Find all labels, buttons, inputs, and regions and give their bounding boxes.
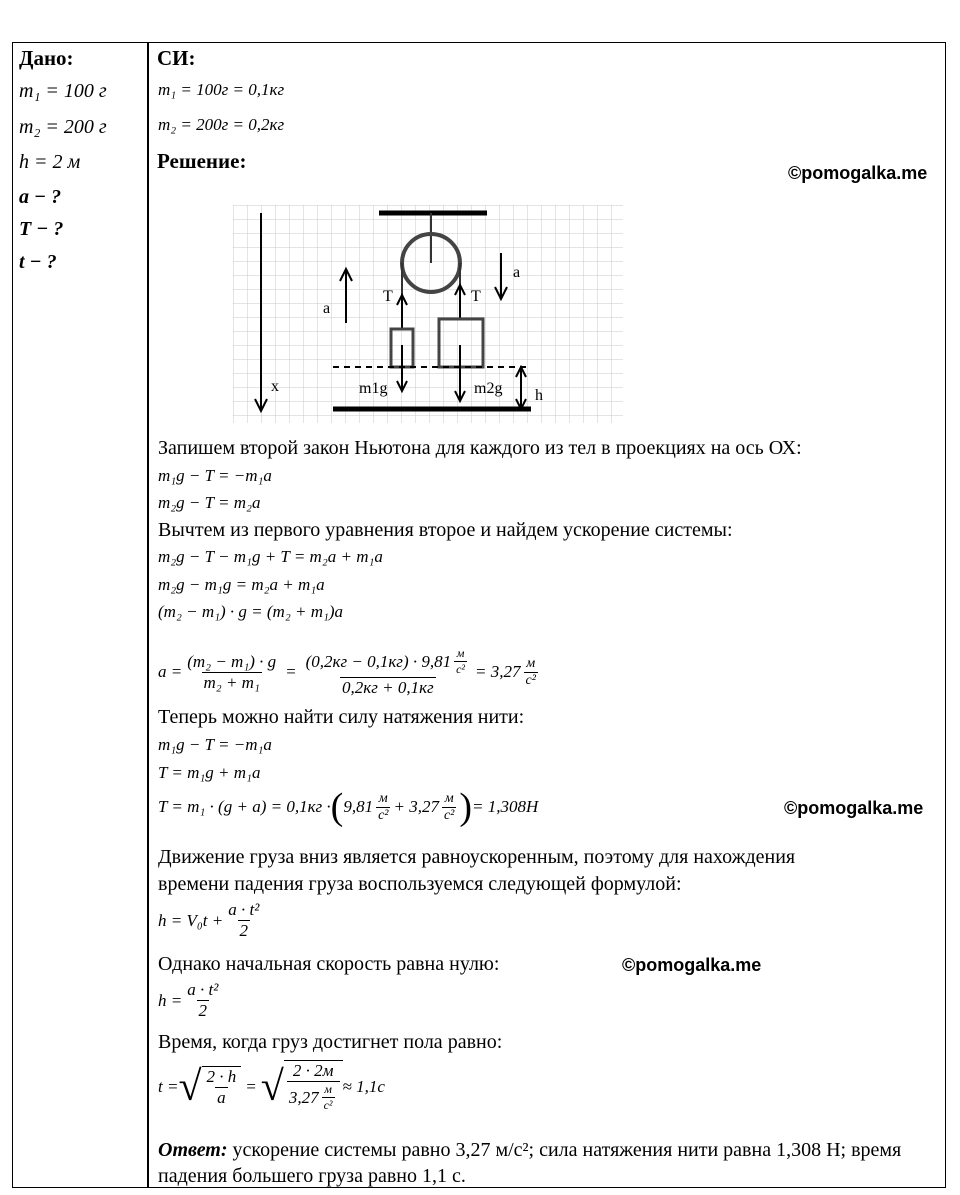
- answer-label: Ответ:: [158, 1139, 228, 1161]
- given-header: Дано:: [19, 46, 74, 70]
- a-num: (m₂ − m₁) · g: [187, 651, 277, 671]
- eq-2: m₂g − T = m₂a: [158, 493, 261, 512]
- eq-h-full: [158, 900, 264, 941]
- t-v1: 9,81: [343, 797, 374, 816]
- t-result: = 1,308H: [472, 797, 539, 816]
- unit-ms2-3: $\frac{м}{\text{с²}}$: [378, 790, 389, 823]
- answer: [158, 1137, 928, 1189]
- given-T: T − ?: [19, 218, 64, 240]
- watermark-2: ©pomogalka.me: [784, 798, 924, 818]
- text-subtract: Вычтем из первого уравнения второе и найдем ускорение системы:: [158, 519, 733, 541]
- watermark-1: ©pomogalka.me: [788, 163, 928, 183]
- eq-time: t = √ $\frac{2 \cdot h}{a}$ = √ 2 · 2м 3,27 $\frac{м}{\text{с²}}$ ≈ 1,1с: [158, 1061, 385, 1112]
- text-motion-1: Движение груза вниз является равноускоренным, поэтому для нахождения: [158, 846, 796, 868]
- h1-fraction: $\frac{\text{a · t²}}{2}$: [228, 900, 260, 940]
- watermark-3: ©pomogalka.me: [622, 955, 762, 975]
- label-h: h: [535, 387, 543, 404]
- si-m1: m₁ = 100г = 0,1кг: [158, 80, 285, 99]
- t-lhs: T = m₁ · (g + a) = 0,1кг ·: [158, 797, 331, 816]
- label-T-left: T: [383, 288, 393, 305]
- text-zero-speed: Однако начальная скорость равна нулю:: [158, 953, 500, 975]
- eq-acceleration: a = $\frac{\text{(m₂ − m₁) · g}}{\text{m₂ + m₁}}$ = (0,2кг − 0,1кг) · 9,81 $\frac{м}{\text{с²}}$ 0,2кг + 0,1кг = 3,27 $\frac{м}{\text{с²}}$: [158, 646, 536, 697]
- a-fraction-numeric: [304, 646, 472, 698]
- eq-5: (m₂ − m₁) · g = (m₂ + m₁)a: [158, 602, 344, 621]
- unit-ms2-2: $\frac{м}{\text{с²}}$: [525, 655, 536, 688]
- a-result: = 3,27: [475, 662, 521, 681]
- time-lhs: t =: [158, 1076, 179, 1096]
- given-t: t − ?: [19, 251, 57, 273]
- pulley-diagram: [233, 205, 623, 423]
- unit-ms2-5: $\frac{м}{\text{с²}}$: [323, 1082, 333, 1112]
- answer-text: ускорение системы равно 3,27 м/с²; сила натяжения нити равна 1,308 Н; время падения большего груза равно 1,1 с.: [158, 1139, 902, 1187]
- given-m2: m₂ = 200 г: [19, 116, 107, 138]
- a-den: m₂ + m₁: [203, 672, 260, 692]
- solution-header: Решение:: [157, 149, 247, 173]
- given-m1: m₁ = 100 г: [19, 80, 107, 102]
- unit-ms2-4: $\frac{м}{\text{с²}}$: [443, 790, 455, 823]
- eq-6: m₁g − T = −m₁a: [158, 735, 272, 754]
- a-num2: (0,2кг − 0,1кг) · 9,81: [305, 651, 452, 671]
- sqrt-2: 2 · 2м 3,27 $\frac{м}{\text{с²}}$: [284, 1060, 343, 1113]
- eq-3: m₂g − T − m₁g + T = m₂a + m₁a: [158, 547, 383, 566]
- h1-lhs: h = V₀t +: [158, 910, 224, 930]
- time-result: ≈ 1,1с: [342, 1076, 385, 1096]
- label-T-right: T: [471, 288, 481, 305]
- h2-lhs: h =: [158, 990, 183, 1010]
- t-plus: + 3,27: [393, 797, 439, 816]
- a-den2: 0,2кг + 0,1кг: [342, 678, 434, 697]
- label-x: x: [271, 378, 279, 395]
- eq-h-simple: [158, 980, 223, 1021]
- grid-background: [233, 205, 623, 423]
- label-m2g: m2g: [474, 380, 503, 397]
- given-a: a − ?: [19, 186, 62, 208]
- label-m1g: m1g: [359, 380, 388, 397]
- si-header: СИ:: [157, 46, 196, 70]
- eq-7: T = m₁g + m₁a: [158, 763, 261, 782]
- eq-tension: T = m₁ · (g + a) = 0,1кг · ( 9,81 $\frac{м}{\text{с²}}$ + 3,27 $\frac{м}{\text{с²}}$ ) = 1,308H: [158, 786, 539, 828]
- a-fraction-symbolic: [185, 652, 278, 693]
- text-newton: Запишем второй закон Ньютона для каждого из тел в проекциях на ось ОХ:: [158, 437, 802, 459]
- given-h: h = 2 м: [19, 151, 81, 173]
- text-tension: Теперь можно найти силу натяжения нити:: [158, 706, 525, 728]
- label-a-right: a: [513, 264, 521, 281]
- eq-4: m₂g − m₁g = m₂a + m₁a: [158, 575, 325, 594]
- text-motion-2: времени падения груза воспользуемся следующей формулой:: [158, 873, 682, 895]
- text-time: Время, когда груз достигнет пола равно:: [158, 1031, 503, 1053]
- h2-fraction: $\frac{\text{a · t²}}{2}$: [187, 980, 219, 1020]
- eq-1: m₁g − T = −m₁a: [158, 466, 272, 485]
- si-m2: m₂ = 200г = 0,2кг: [158, 115, 285, 134]
- label-a-left: a: [323, 300, 331, 317]
- sqrt-1: $\frac{2 \cdot h}{a}$: [202, 1066, 242, 1108]
- a-lhs: a =: [158, 662, 183, 681]
- column-divider: [147, 42, 149, 1188]
- unit-ms2-1: $\frac{м}{\text{с²}}$: [456, 646, 466, 676]
